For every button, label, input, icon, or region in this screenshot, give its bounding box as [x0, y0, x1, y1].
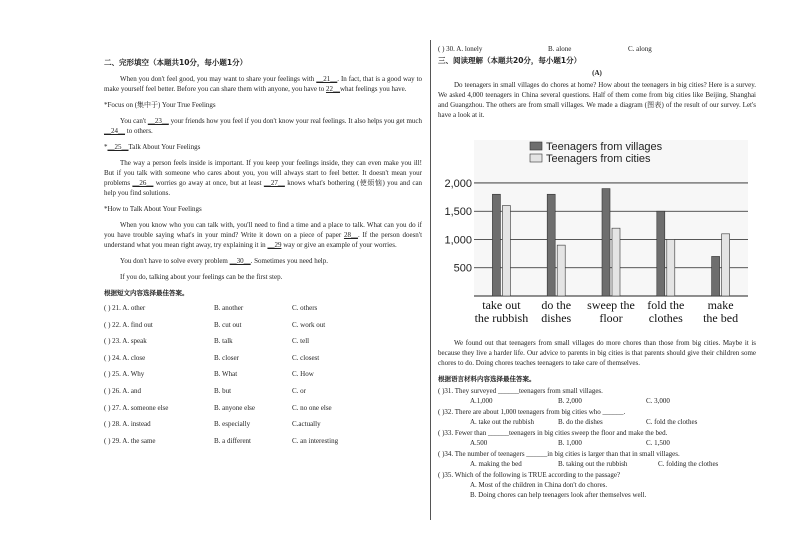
legend-label: Teenagers from villages — [546, 141, 663, 153]
x-category-label: clothes — [648, 311, 683, 325]
bar-villages — [657, 211, 665, 296]
blank-24: __24__ — [104, 127, 125, 135]
chores-bar-chart — [438, 136, 756, 332]
cloze-para-4: When you know who you can talk with, you'll need to find a time and a place to talk. What can you do if you have trouble saying what's in your mind? Write it down on a piece of paper 28__. If the person doesn't understand what you mean right away, try explaining it in __29 way or give an example of your worries. — [104, 221, 423, 249]
x-category-label: sweep the — [587, 298, 635, 312]
reading-questions-block — [438, 338, 756, 500]
blank-25: __25__ — [107, 143, 129, 151]
x-category-label: floor — [599, 311, 623, 325]
cloze-para-2: You can't __23__ your friends how you feel if you don't know your real feelings. It also helps you get much __24__ to others. — [104, 117, 423, 135]
question-27[interactable]: ( ) 27. A. someone else B. anyone else C. no one else — [104, 403, 332, 412]
question-32[interactable]: ( )32. There are about 1,000 teenagers from big cities who ______. A. take out the rubbish B. do the dishes C. fold the clothes — [438, 408, 698, 426]
x-category-label: do the — [541, 298, 572, 312]
cloze-section — [104, 58, 422, 452]
blank-22: 22__ — [325, 85, 340, 93]
bar-villages — [712, 256, 720, 296]
cloze-para-5: You don't have to solve every problem __30__. Sometimes you need help. — [120, 257, 329, 265]
x-category-label: the bed — [703, 311, 739, 325]
x-category-label: take out — [482, 298, 521, 312]
x-category-label: the rubbish — [474, 311, 529, 325]
question-22[interactable]: ( ) 22. A. find out B. cut out C. work out — [104, 320, 326, 329]
question-33[interactable]: ( )33. Fewer than ______teenagers in big cities sweep the floor and make the bed. A.500 B. 1,000 C. 1,500 — [438, 429, 670, 447]
cloze-para-3: The way a person feels inside is important. If you keep your feelings inside, they can even make you ill! But if you talk with someone who cares about you, you will always start to feel better. It doesn't mean your problems __26__ worries go away at once, but at least __27__ knows what's bothering (使烦恼) you and can help you find solutions. — [104, 159, 423, 197]
legend-label: Teenagers from cities — [546, 153, 651, 165]
blank-30: __30__ — [229, 257, 251, 265]
heading-how: *How to Talk About Your Feelings — [104, 205, 202, 213]
legend-swatch — [530, 142, 542, 150]
question-21[interactable]: ( ) 21. A. other B. another C. others — [104, 304, 318, 312]
y-tick-label: 500 — [453, 262, 472, 275]
cloze-section-title: 二、完形填空（本题共10分，每小题1分） — [104, 58, 248, 67]
reading-section — [438, 44, 756, 126]
cloze-questions — [104, 303, 422, 452]
chart-plot — [444, 140, 748, 325]
bar-cities — [502, 206, 510, 296]
bar-cities — [722, 234, 730, 296]
heading-25: *__25__Talk About Your Feelings — [104, 143, 201, 151]
question-25[interactable]: ( ) 25. A. Why B. What C. How — [104, 370, 314, 379]
bar-villages — [602, 189, 610, 296]
y-tick-label: 1,000 — [444, 234, 472, 247]
blank-29: __29 — [267, 241, 282, 249]
question-23[interactable]: ( ) 23. A. speak B. talk C. tell — [104, 337, 310, 346]
bar-villages — [547, 194, 555, 296]
question-31[interactable]: ( )31. They surveyed ______teenagers from small villages. A.1,000 B. 2,000 C. 3,000 — [438, 387, 670, 405]
blank-26: __26__ — [132, 179, 154, 187]
heading-focus: *Focus on (集中于) Your True Feelings — [104, 101, 216, 109]
x-category-label: fold the — [647, 298, 685, 312]
cloze-para-1: When you don't feel good, you may want to share your feelings with __21__. In fact, that is a good way to make yourself feel better. Before you can share them with anyone, you have to 22__what feelings you have. — [104, 75, 423, 93]
question-24[interactable]: ( ) 24. A. close B. closer C. closest — [104, 353, 320, 362]
bar-cities — [612, 228, 620, 296]
x-category-label: make — [707, 298, 734, 312]
reading-section-title: 三、阅读理解（本题共20分，每小题1分） — [438, 56, 582, 65]
question-30[interactable]: ( ) 30. A. lonely B. alone C. along — [438, 45, 652, 53]
passage-label: (A) — [592, 69, 602, 77]
question-26[interactable]: ( ) 26. A. and B. but C. or — [104, 386, 306, 395]
passage-conclusion: We found out that teenagers from small villages do more chores than those from big cities. Maybe it is because they live a harder life. Our advice to parents in big cities is that parents should give their children some chores to do. Doing chores teaches teenagers to take care of themselves. — [438, 339, 756, 367]
blank-23: __23__ — [147, 117, 169, 125]
cloze-para-6: If you do, talking about your feelings can be the first step. — [120, 273, 283, 281]
blank-21: __21__ — [316, 75, 338, 83]
blank-28: 28__ — [343, 231, 358, 239]
column-divider — [430, 40, 431, 520]
bar-cities — [557, 245, 565, 296]
y-tick-label: 2,000 — [444, 177, 472, 190]
bar-cities — [667, 239, 675, 296]
y-tick-label: 1,500 — [444, 206, 472, 219]
question-29[interactable]: ( ) 29. A. the same B. a different C. an interesting — [104, 436, 339, 445]
passage-intro: Do teenagers in small villages do chores at home? How about the teenagers in big cities? Here is a survey. We asked 4,000 teenagers in China several questions. Half of them come from big cities like Beijing, Shanghai and Guangzhou. The others are from small villages. We made a diagram (图表) of the result of our survey. Let's have a look at it. — [438, 81, 756, 119]
reading-instruction: 根据语言材料内容选择最佳答案。 — [438, 375, 536, 383]
legend-swatch — [530, 154, 542, 162]
blank-27: __27__ — [263, 179, 285, 187]
question-34[interactable]: ( )34. The number of teenagers ______in big cities is larger than that in small villages. A. making the bed B. taking out the rubbish C. folding the clothes — [438, 450, 719, 468]
bar-villages — [492, 194, 500, 296]
question-35[interactable]: ( )35. Which of the following is TRUE according to the passage? A. Most of the children in China don't do chores. B. Doing chores can help teenagers look after themselves well. — [438, 471, 647, 499]
x-category-label: dishes — [541, 311, 572, 325]
question-28[interactable]: ( ) 28. A. instead B. especially C.actually — [104, 420, 321, 429]
cloze-instruction: 根据短文内容选择最佳答案。 — [104, 289, 189, 297]
